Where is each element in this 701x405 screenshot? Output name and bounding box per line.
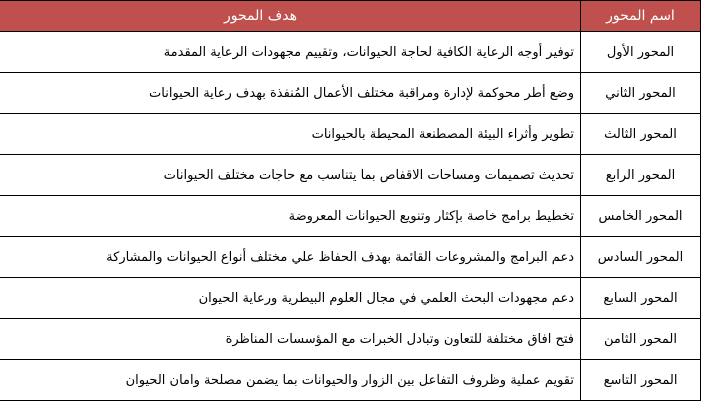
axis-goal-cell: توفير أوجه الرعاية الكافية لحاجة الحيوانات، وتقييم مجهودات الرعاية المقدمة — [0, 32, 581, 73]
table-body — [0, 32, 701, 401]
table-row — [0, 32, 701, 73]
table-row — [0, 360, 701, 401]
axis-name-cell: المحور الثالث — [581, 114, 701, 155]
table-row — [0, 319, 701, 360]
axis-goal-cell: دعم مجهودات البحث العلمي في مجال العلوم البيطرية ورعاية الحيوان — [0, 278, 581, 319]
axis-goal-cell: دعم البرامج والمشروعات القائمة بهدف الحفاظ علي مختلف أنواع الحيوانات والمشاركة — [0, 237, 581, 278]
axis-goal-cell: تحديث تصميمات ومساحات الاقفاص بما يتناسب مع حاجات مختلف الحيوانات — [0, 155, 581, 196]
axis-goal-cell: تطوير وأثراء البيئة المصطنعة المحيطة بالحيوانات — [0, 114, 581, 155]
axis-name-cell: المحور السادس — [581, 237, 701, 278]
table-row — [0, 73, 701, 114]
axis-goal-cell: وضع أطر محوكمة لإدارة ومراقبة مختلف الأعمال المُنفذة بهدف رعاية الحيوانات — [0, 73, 581, 114]
axis-name-cell: المحور الثامن — [581, 319, 701, 360]
axis-name-cell: المحور التاسع — [581, 360, 701, 401]
axis-name-cell: المحور السابع — [581, 278, 701, 319]
table-row — [0, 114, 701, 155]
header-axis-name: اسم المحور — [581, 1, 701, 32]
header-axis-goal: هدف المحور — [0, 1, 581, 32]
axis-name-cell: المحور الخامس — [581, 196, 701, 237]
axis-name-cell: المحور الثاني — [581, 73, 701, 114]
axis-goal-cell: فتح افاق مختلفة للتعاون وتبادل الخبرات مع المؤسسات المناظرة — [0, 319, 581, 360]
axis-goal-cell: تخطيط برامج خاصة بإكثار وتنويع الحيوانات المعروضة — [0, 196, 581, 237]
table-row — [0, 155, 701, 196]
axis-name-cell: المحور الرابع — [581, 155, 701, 196]
table-row — [0, 237, 701, 278]
table-row — [0, 196, 701, 237]
table-header-row — [0, 1, 701, 32]
axis-name-cell: المحور الأول — [581, 32, 701, 73]
axis-goal-cell: تقويم عملية وظروف التفاعل بين الزوار والحيوانات بما يضمن مصلحة وامان الحيوان — [0, 360, 581, 401]
table-row — [0, 278, 701, 319]
